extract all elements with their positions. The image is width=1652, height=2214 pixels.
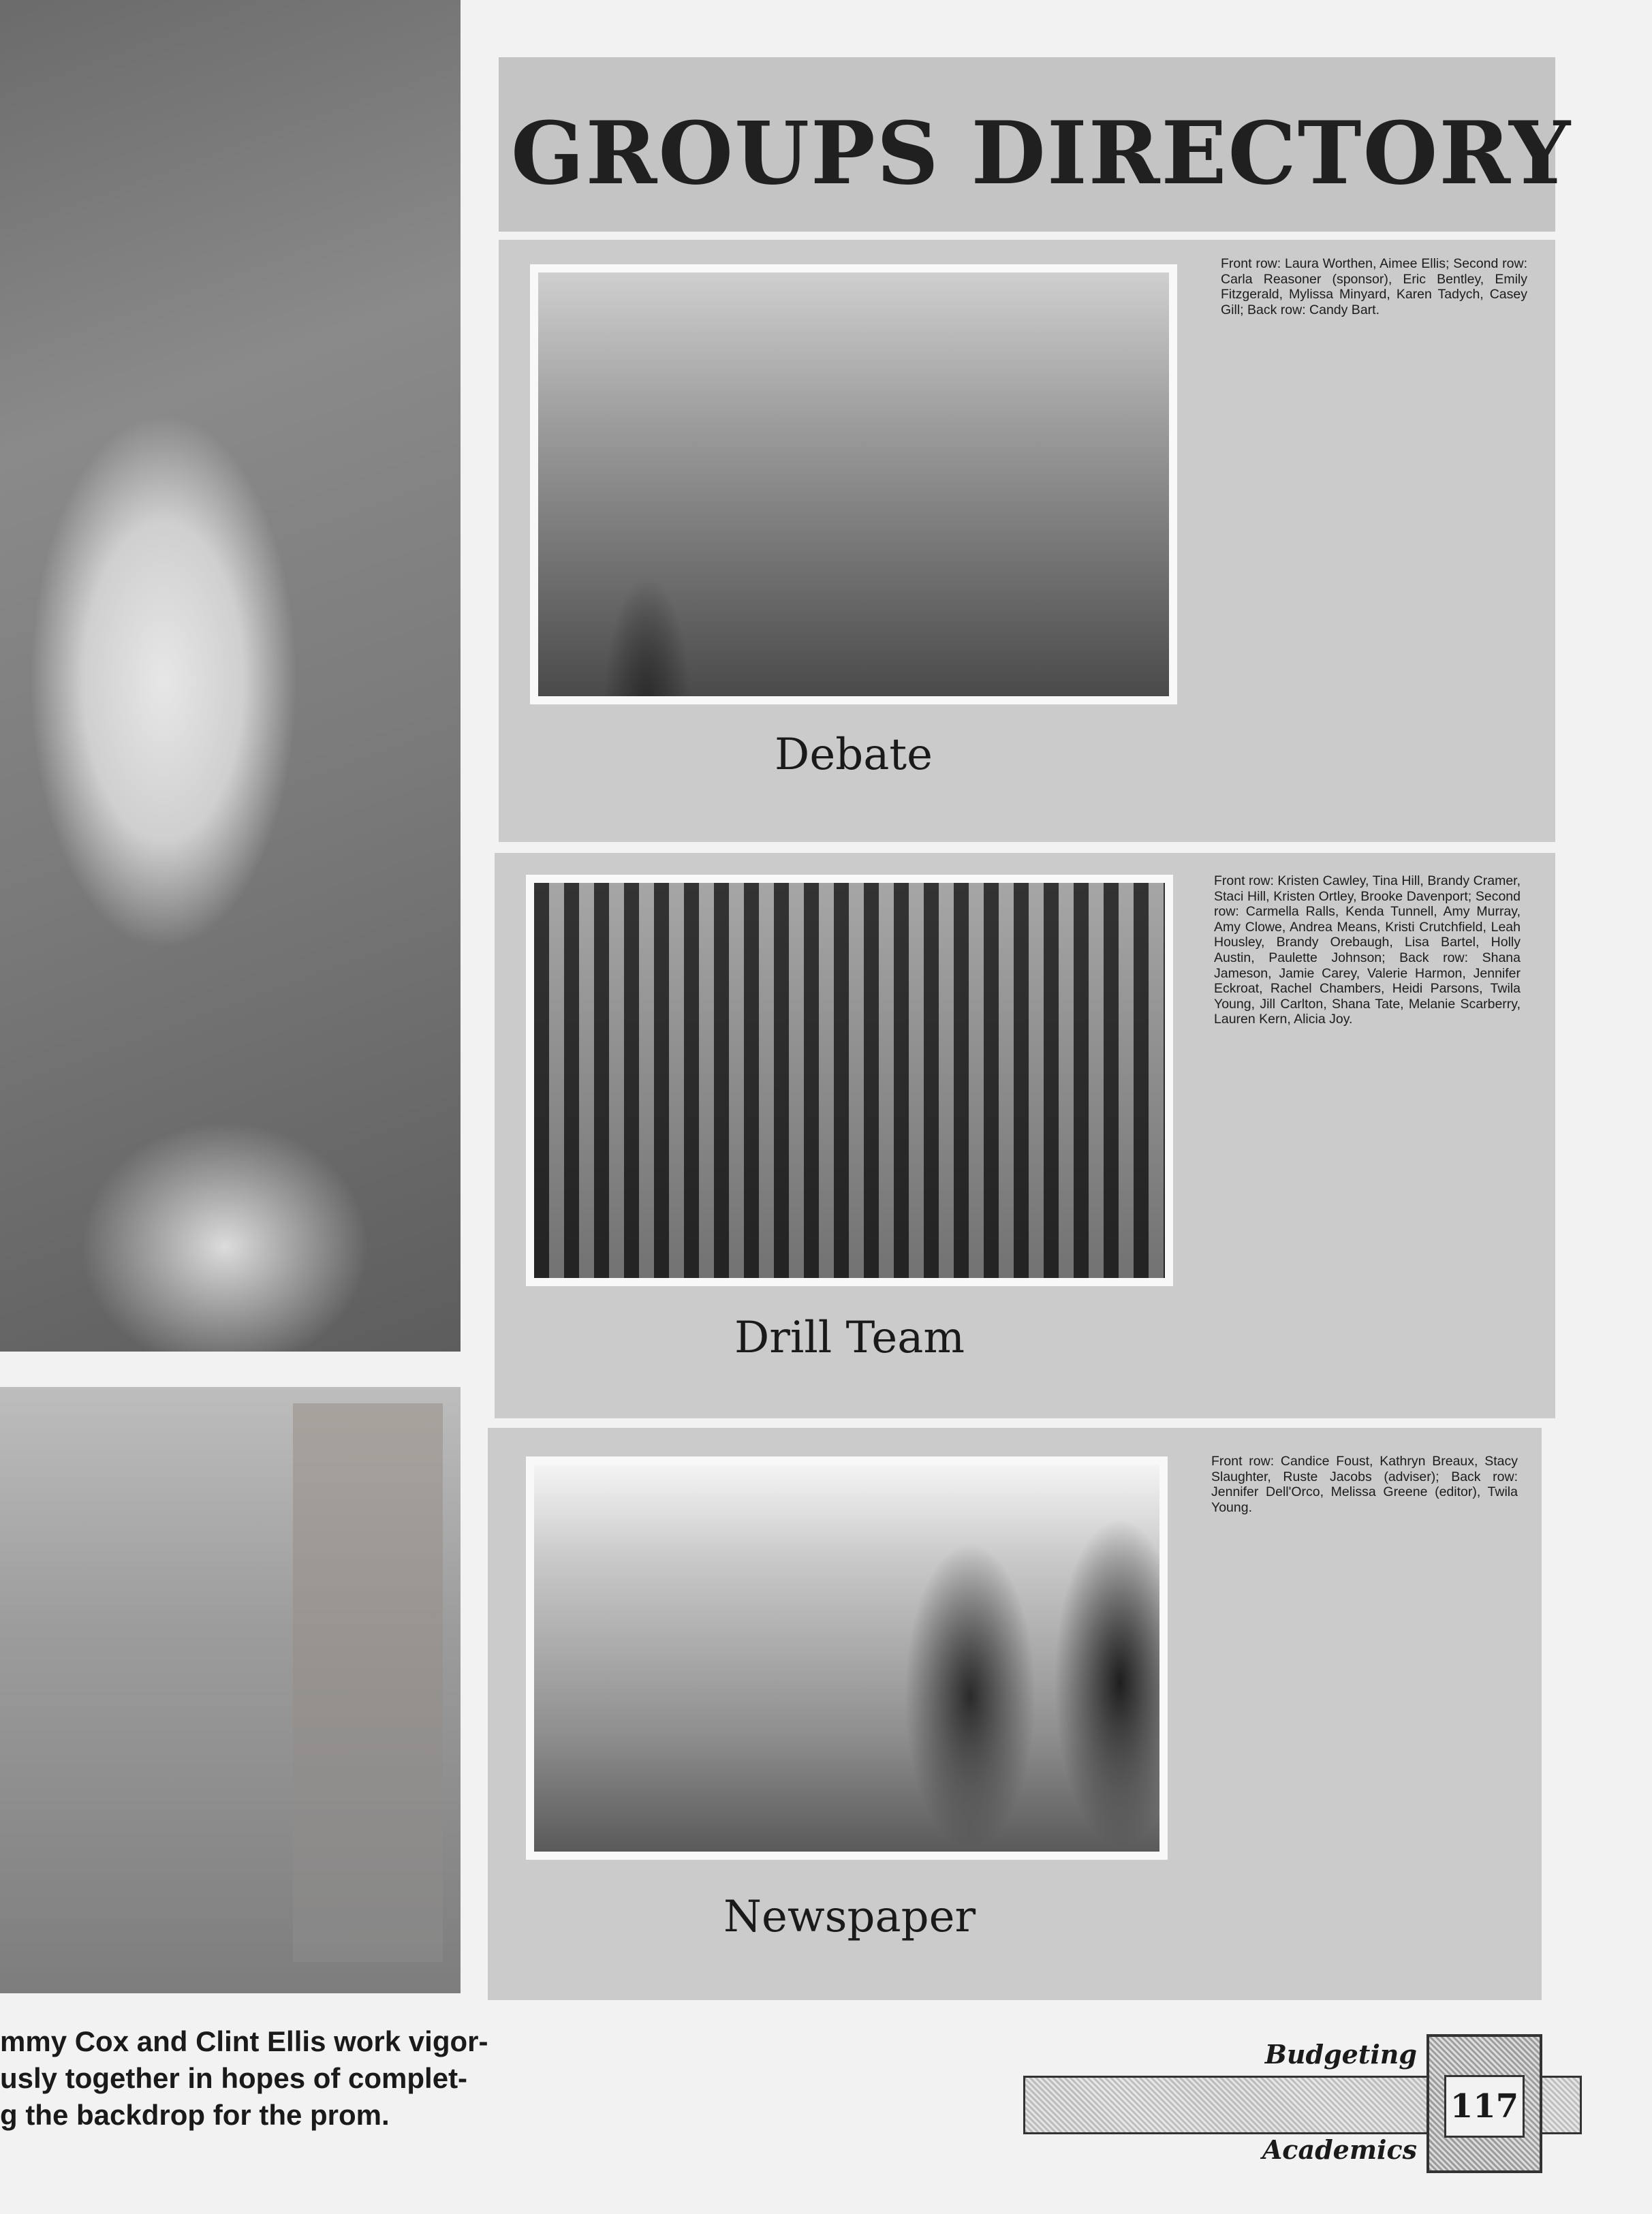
newspaper-names: Front row: Candice Foust, Kathryn Breaux, Stacy Slaughter, Ruste Jacobs (adviser); Back row: Jennifer Dell'Orco, Melissa Greene (editor), Twila Young. xyxy=(1211,1454,1518,1515)
caption-line: g the backdrop for the prom. xyxy=(0,2099,390,2131)
caption-line: usly together in hopes of complet- xyxy=(0,2062,468,2094)
debate-label: Debate xyxy=(775,730,933,780)
footer-top-label: Budgeting xyxy=(1264,2039,1417,2070)
drill-team-group-photo xyxy=(534,883,1165,1278)
page-title: GROUPS DIRECTORY xyxy=(511,103,1572,204)
newspaper-photo xyxy=(526,1456,1168,1860)
drill-team-label: Drill Team xyxy=(734,1313,965,1363)
newspaper-label: Newspaper xyxy=(723,1892,976,1942)
page-number: 117 xyxy=(1444,2075,1525,2138)
photo-caption xyxy=(0,2023,488,2134)
shelf-shadow xyxy=(293,1403,443,1962)
footer-bottom-label: Academics xyxy=(1262,2134,1417,2165)
debate-group-photo xyxy=(538,272,1169,696)
caption-line: mmy Cox and Clint Ellis work vigor- xyxy=(0,2025,488,2057)
debate-names: Front row: Laura Worthen, Aimee Ellis; Second row: Carla Reasoner (sponsor), Eric Bentley, Emily Fitzgerald, Mylissa Minyard, Karen Tadych, Casey Gill; Back row: Candy Bart. xyxy=(1221,256,1527,317)
drill-team-names: Front row: Kristen Cawley, Tina Hill, Brandy Cramer, Staci Hill, Kristen Ortley, Brooke Davenport; Second row: Carmella Ralls, Kenda Tunnell, Amy Murray, Amy Clowe, Andrea Means, Kristi Crutchfield, Leah Housley, Brandy Orebaugh, Lisa Bartel, Holly Austin, Paulette Johnson; Back row: Shana Jameson, Jamie Carey, Valerie Harmon, Jennifer Eckroat, Rachel Chambers, Heidi Parsons, Twila Young, Jill Carlton, Shana Tate, Melanie Scarberry, Lauren Kern, Alicia Joy. xyxy=(1214,873,1521,1027)
newspaper-group-photo xyxy=(534,1465,1159,1852)
debate-photo xyxy=(530,264,1177,704)
drill-team-photo xyxy=(526,875,1173,1286)
prom-photo-top xyxy=(0,0,461,1352)
